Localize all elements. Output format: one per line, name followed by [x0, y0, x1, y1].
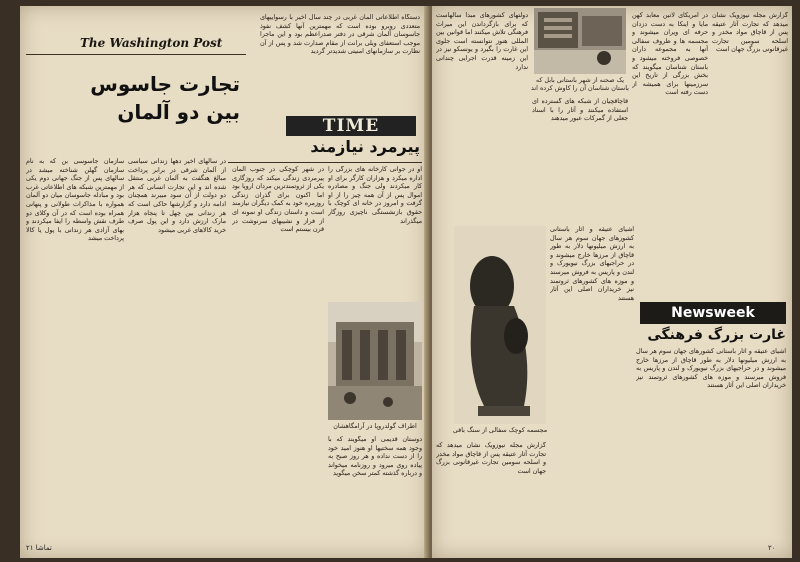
left-magazine-page: [20, 6, 428, 558]
time-masthead: TIME: [286, 116, 416, 136]
left-page-folio: ۲۱ تماشا: [26, 544, 52, 552]
article-column-9: قاچاقچیان از شبکه های گسترده ای استفاده میکنند و آثار را با اسناد جعلی از گمرکات عبور میدهند: [532, 98, 628, 123]
excavation-photo-image: [534, 8, 626, 74]
headline-line-2: بین دو آلمان: [117, 100, 240, 124]
washington-post-masthead: [80, 36, 223, 52]
statue-photo-image: [454, 226, 546, 424]
newsweek-masthead: Newsweek: [640, 302, 786, 324]
article-column-2: در سالهای اخیر دهها زندانی سیاسی از آلمان شرقی در برابر پرداخت مبالغ هنگفت به آلمان غربی منتقل شده اند و این تجارت انسانی که هر دو دولت از آن سود میبرند همچنان ادامه دارد و گزارشها حاکی است که هر زندانی بین چهل تا پنجاه هزار مارک ارزش دارد و این پول صرف خرید کالاهای غربی میشود: [128, 158, 226, 234]
excavation-photo: [534, 8, 626, 74]
article-column-4: او در جوانی کارخانه های بزرگی را اداره میکرد و هزاران کارگر برای او کار میکردند ولی جنگ و مصادره اموال پس از آن همه چیز را از او گرفت و امروز در خانه ای کوچک با حقوق بازنشستگی ناچیزی روزگار میگذراند: [328, 166, 422, 225]
cultural-plunder-headline: غارت بزرگ فرهنگی: [647, 327, 786, 343]
masthead-rule: [26, 54, 246, 55]
statue-photo: [454, 226, 546, 424]
tomb-photo-image: [328, 302, 422, 420]
right-page-folio: ۲۰: [768, 544, 776, 552]
statue-photo-caption: مجسمه کوچک سفالی از سنگ باقی: [452, 426, 548, 434]
article-column-8: گزارش مجله نیوزویک نشان میدهد که تجارت آثار عتیقه پس از قاچاق مواد مخدر و اسلحه سومین تجارت غیرقانونی بزرگ جهان است: [712, 12, 788, 54]
time-rule: [228, 162, 422, 163]
article-column-top-right: دستگاه اطلاعاتی آلمان غربی در چند سال اخیر با رسواییهای متعددی روبرو بوده است که مهمترین آنها کشف نفوذ جاسوسان آلمان شرقی در دفتر صدراعظم بود و این ماجرا موجب استعفای ویلی برانت از مقام صدارت شد و پس از آن نظارت بر سازمانهای امنیتی شدیدتر گردید: [260, 14, 420, 56]
article-column-11: اشیای عتیقه و آثار باستانی کشورهای جهان سوم هر سال به ارزش میلیونها دلار به طور قاچاق از مرزها خارج میشوند و در حراجیهای بزرگ نیویورک و لندن و پاریس به فروش میرسند و موزه های کشورهای ثروتمند نیز خریداران اصلی این آثار هستند: [550, 226, 634, 302]
article-column-5: دوستان قدیمی او میگویند که با وجود همه سختیها او هنوز امید خود را از دست نداده و هر روز صبح به پیاده روی میرود و روزنامه میخواند و درباره گذشته کمتر سخن میگوید: [328, 436, 422, 478]
headline-line-1: تجارت جاسوس: [90, 72, 240, 96]
time-headline: پیرمرد نیازمند: [310, 137, 420, 156]
spy-trade-headline: [30, 70, 240, 126]
right-magazine-page: [432, 6, 792, 558]
tomb-photo-caption: اطراف گولدروپا در آرامگاهشان: [333, 422, 417, 430]
article-column-1: سازمان جاسوسی بن که به نام سازمان گهلن شناخته میشد در سالهای پس از جنگ جهانی دوم یکی از مهمترین شبکه های اطلاعاتی غرب بود و مبادله جاسوسان میان دو آلمان همواره با مذاکرات طولانی و پنهانی همراه بوده است که در آن وکلای دو طرف نقش واسطه را ایفا میکردند و بهای آزادی هر زندانی با پول یا کالا پرداخت میشد: [26, 158, 124, 243]
article-column-7: در آمریکای لاتین معابد کهن مایا و اینکا به دست دزدان حرفه ای ویران میشوند و مجسمه ها و ظروف سفالی آنها به مجموعه داران خصوصی فروخته میشود و باستان شناسان میگویند که بخش بزرگی از تاریخ این سرزمینها برای همیشه از دست رفته است: [632, 12, 708, 97]
article-column-12: گزارش مجله نیوزویک نشان میدهد که تجارت آثار عتیقه پس از قاچاق مواد مخدر و اسلحه سومین تجارت غیرقانونی بزرگ جهان است: [436, 442, 546, 475]
article-column-6: دولتهای کشورهای مبدأ سالهاست که برای بازگرداندن این میراث فرهنگی تلاش میکنند اما قوانین بین المللی هنوز نتوانسته است جلوی این غارت را بگیرد و یونسکو نیز در این زمینه قدرت اجرایی چندانی ندارد: [436, 12, 528, 71]
article-column-10: اشیای عتیقه و آثار باستانی کشورهای جهان سوم هر سال به ارزش میلیونها دلار به طور قاچاق از مرزها خارج میشوند و در حراجیهای بزرگ نیویورک و لندن و پاریس به فروش میرسند و موزه های کشورهای ثروتمند نیز خریداران اصلی این آثار هستند: [636, 348, 786, 390]
excavation-photo-caption: یک صحنه از شهر باستانی بابل که باستان شناسان آن را کاوش کرده اند: [531, 76, 629, 92]
masthead-text: The Washington Post: [80, 36, 223, 50]
article-column-3: در شهر کوچکی در جنوب آلمان پیرمردی زندگی میکند که روزگاری یکی از ثروتمندترین مردان اروپا بود اما اکنون برای گذران زندگی روزمره خود به کمک دیگران نیازمند است و داستان زندگی او نمونه ای از فراز و نشیبهای سرنوشت در قرن بیستم است: [232, 166, 324, 234]
tomb-photo: [328, 302, 422, 420]
